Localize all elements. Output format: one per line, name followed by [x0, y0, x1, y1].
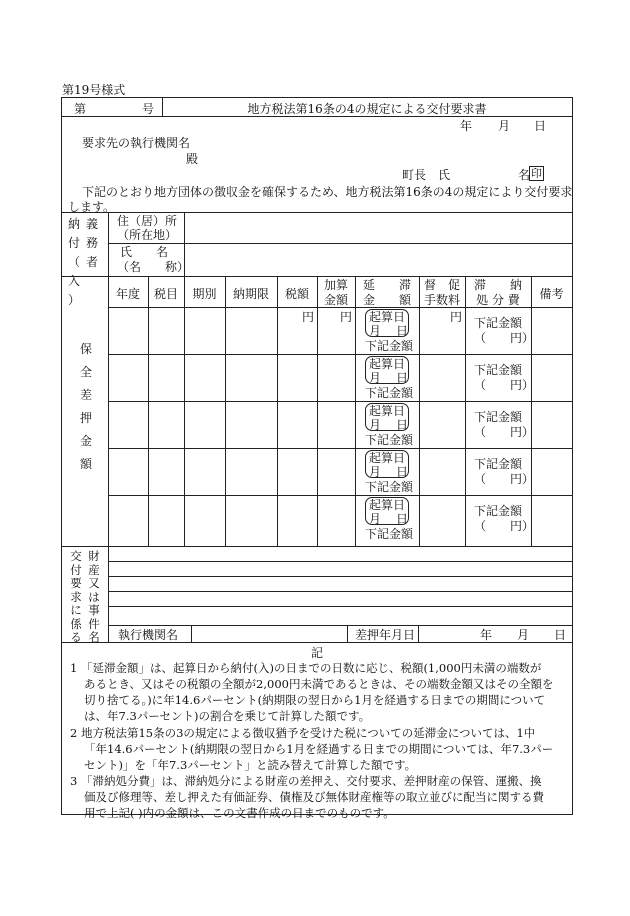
col-tokusoku: 督 促 — [423, 278, 460, 292]
shobun-kaki-4: 下記金額 — [474, 457, 523, 471]
tsuki-2: 月 — [369, 371, 382, 385]
seizure-month: 月 — [517, 628, 530, 642]
seizure-date-label: 差押年月日 — [355, 628, 416, 642]
seizure-day: 日 — [554, 628, 567, 642]
sender-name-suffix: 名 — [518, 168, 531, 182]
number-dai: 第 — [74, 102, 87, 116]
property-label-right: 財 産 又 は 事 件 名 — [88, 549, 100, 644]
property-label-left: 交 付 要 求 に 係 る — [70, 549, 82, 644]
name-sub: （名 称） — [117, 260, 190, 274]
col-entai: 延 滞 — [362, 278, 411, 292]
shobun-kaki-5: 下記金額 — [474, 504, 523, 518]
col-nokigen: 納期限 — [232, 287, 269, 301]
number-go: 号 — [142, 102, 155, 116]
address-sub: （所在地） — [117, 228, 178, 242]
note-3: 3 「滞納処分費」は、滞納処分による財産の差押え、交付要求、差押財産の保管、運搬、換 価及び修理等、差し押えた有価証券、債権及び無体財産権等の取立並びに配当に関する費 用で上記( )内の金額は、この文書作成の日までのものです。 — [70, 774, 544, 820]
hi-5: 日 — [396, 512, 409, 526]
addressee-label: 要求先の執行機関名 — [82, 136, 191, 150]
unit-yen-zeigaku: 円 — [302, 310, 315, 324]
col-zeimoku: 税目 — [153, 287, 178, 301]
executor-label: 執行機関名 — [118, 628, 179, 642]
shobun-yen-5: （ 円） — [474, 519, 535, 533]
addressee-honorific: 殿 — [186, 152, 199, 166]
shobun-kaki-1: 下記金額 — [474, 316, 523, 330]
kisan-1: 起算日 — [369, 310, 406, 324]
kaki-kingaku-5: 下記金額 — [365, 527, 414, 541]
date-day: 日 — [534, 119, 547, 133]
seizure-year: 年 — [480, 628, 493, 642]
col-nendo: 年度 — [115, 287, 140, 301]
col-kasan: 加算 — [323, 278, 348, 292]
tsuki-4: 月 — [369, 465, 382, 479]
col-kasan-kingaku: 金額 — [323, 293, 348, 307]
note-1: 1 「延滞金額」は、起算日から納付(入)の日までの日数に応じ、税額(1,000円未満の端数が あるとき、又はその税額の全額が2,000円未満であるときは、その端数金額又はその全額を 切り捨てる。)に年14.6パーセント(納期限の翌日から1月を経過する日までの期間について は、年7.3パーセント)の割合を乗じて計算した額です。 — [70, 661, 554, 723]
intro-line2: します。 — [68, 200, 116, 214]
tsuki-1: 月 — [369, 324, 382, 338]
name-label: 氏 名 — [120, 245, 169, 259]
col-entai-kingaku: 金 額 — [362, 293, 411, 307]
seizure-label: 保 全 差 押 金 額 — [79, 342, 92, 471]
hi-3: 日 — [396, 418, 409, 432]
shobun-yen-4: （ 円） — [474, 472, 535, 486]
kisan-5: 起算日 — [369, 498, 406, 512]
date-year: 年 — [460, 119, 473, 133]
intro-line1: 下記のとおり地方団体の徴収金を確保するため、地方税法第16条の4の規定により交付要求 — [82, 185, 573, 199]
kaki-kingaku-1: 下記金額 — [365, 339, 414, 353]
kaki-kingaku-2: 下記金額 — [365, 386, 414, 400]
hi-1: 日 — [396, 324, 409, 338]
sender-title: 町長 — [402, 168, 427, 182]
shobun-yen-2: （ 円） — [474, 378, 535, 392]
kisan-2: 起算日 — [369, 357, 406, 371]
taxpayer-label-right: 義 務 者 — [85, 217, 98, 269]
tsuki-5: 月 — [369, 512, 382, 526]
shobun-kaki-2: 下記金額 — [474, 363, 523, 377]
col-biko: 備考 — [539, 287, 564, 301]
col-zeigaku: 税額 — [284, 287, 309, 301]
seal-mark: 印 — [531, 167, 542, 180]
shobun-yen-1: （ 円） — [474, 331, 535, 345]
form-number: 第19号様式 — [62, 83, 126, 97]
col-tainou: 滞 納 — [473, 278, 522, 292]
shobun-yen-3: （ 円） — [474, 425, 535, 439]
kisan-3: 起算日 — [369, 404, 406, 418]
shobun-kaki-3: 下記金額 — [474, 410, 523, 424]
hi-2: 日 — [396, 371, 409, 385]
tsuki-3: 月 — [369, 418, 382, 432]
kaki-kingaku-3: 下記金額 — [365, 433, 414, 447]
sender-name-prefix: 氏 — [438, 168, 451, 182]
date-month: 月 — [498, 119, 511, 133]
unit-yen-kasan: 円 — [340, 310, 353, 324]
note-2: 2 地方税法第15条の3の規定による徴収猶予を受けた税についての延滞金については、1中 「年14.6パーセント(納期限の翌日から1月を経過する日までの期間については、年7.3パー セント)」を「年7.3パーセント」と読み替えて計算した額です。 — [70, 726, 554, 772]
col-shobunhi: 処 分 費 — [476, 293, 520, 307]
unit-yen-tokusoku: 円 — [450, 310, 463, 324]
col-kibetsu: 期別 — [192, 287, 217, 301]
notes-heading: 記 — [310, 646, 323, 660]
request-form — [61, 97, 573, 820]
kisan-4: 起算日 — [369, 451, 406, 465]
address-label: 住（居）所 — [117, 214, 178, 228]
form-title: 地方税法第16条の4の規定による交付要求書 — [247, 102, 487, 116]
taxpayer-label-left: 納 付 （ 入 ） — [67, 217, 80, 307]
col-tesuryo: 手数料 — [423, 293, 460, 307]
kaki-kingaku-4: 下記金額 — [365, 480, 414, 494]
hi-4: 日 — [396, 465, 409, 479]
